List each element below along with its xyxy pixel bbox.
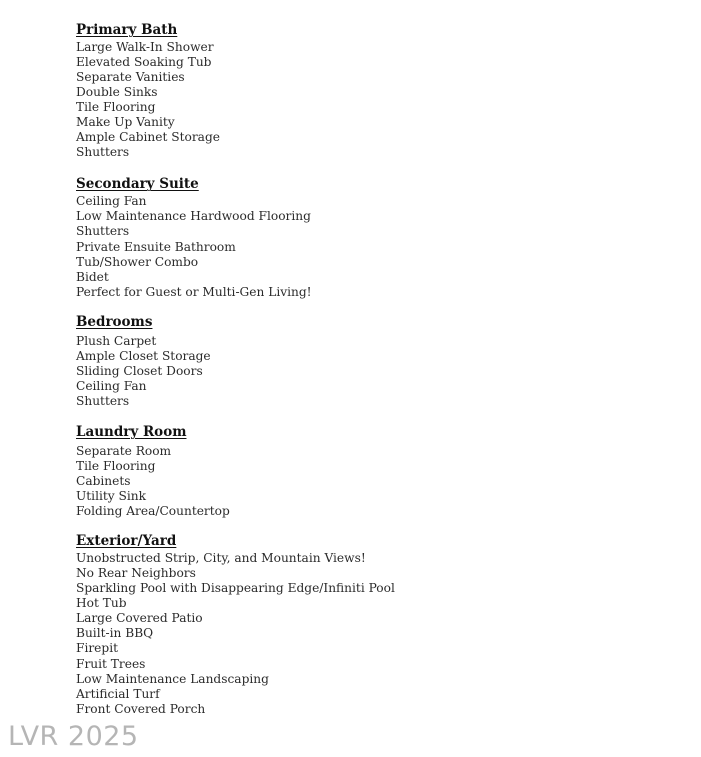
list-item: Separate Room (76, 443, 172, 458)
section-primary-bath (76, 20, 676, 160)
list-item: Built-in BBQ (76, 626, 154, 641)
feature-list (76, 40, 676, 160)
feature-document (76, 20, 676, 717)
list-item: Shutters (76, 393, 130, 408)
list-item: Fruit Trees (76, 656, 146, 671)
section-spacer (76, 409, 676, 422)
list-item: Private Ensuite Bathroom (76, 239, 236, 254)
feature-list (76, 444, 676, 519)
list-item: Front Covered Porch (76, 701, 206, 716)
list-item: Unobstructed Strip, City, and Mountain Views! (76, 551, 366, 566)
section-heading: Secondary Suite (76, 176, 199, 193)
list-item: Firepit (76, 641, 118, 656)
list-item: Low Maintenance Landscaping (76, 671, 269, 686)
list-item: Ample Cabinet Storage (76, 130, 220, 145)
section-exterior-yard (76, 531, 676, 717)
list-item: Bidet (76, 269, 109, 284)
list-item: Shutters (76, 145, 130, 160)
section-spacer (76, 160, 676, 174)
list-item: Ample Closet Storage (76, 348, 211, 363)
section-spacer (76, 300, 676, 312)
list-item: Ceiling Fan (76, 194, 147, 209)
section-heading: Bedrooms (76, 313, 153, 330)
section-secondary-suite (76, 174, 676, 299)
feature-list (76, 334, 676, 409)
watermark: LVR 2025 (8, 721, 139, 752)
list-item: Perfect for Guest or Multi-Gen Living! (76, 284, 312, 299)
list-item: Tub/Shower Combo (76, 254, 199, 269)
section-spacer (76, 519, 676, 531)
list-item: Tile Flooring (76, 100, 156, 115)
feature-list (76, 194, 676, 299)
list-item: Shutters (76, 224, 130, 239)
list-item: Sparkling Pool with Disappearing Edge/Infiniti Pool (76, 581, 395, 596)
list-item: No Rear Neighbors (76, 566, 196, 581)
list-item: Large Covered Patio (76, 611, 203, 626)
list-item: Artificial Turf (76, 686, 160, 701)
list-item: Hot Tub (76, 596, 127, 611)
list-item: Low Maintenance Hardwood Flooring (76, 209, 311, 224)
list-item: Plush Carpet (76, 333, 157, 348)
list-item: Large Walk-In Shower (76, 40, 214, 54)
list-item: Sliding Closet Doors (76, 363, 203, 378)
list-item: Cabinets (76, 474, 131, 489)
section-heading: Exterior/Yard (76, 533, 177, 550)
list-item: Make Up Vanity (76, 115, 175, 130)
list-item: Ceiling Fan (76, 378, 147, 393)
section-heading: Laundry Room (76, 423, 187, 440)
section-bedrooms (76, 312, 676, 409)
section-laundry-room (76, 422, 676, 519)
list-item: Elevated Soaking Tub (76, 55, 212, 70)
section-heading: Primary Bath (76, 22, 178, 38)
list-item: Folding Area/Countertop (76, 504, 230, 519)
list-item: Double Sinks (76, 85, 158, 100)
list-item: Tile Flooring (76, 458, 156, 473)
feature-list (76, 551, 676, 717)
list-item: Separate Vanities (76, 70, 185, 85)
list-item: Utility Sink (76, 489, 147, 504)
